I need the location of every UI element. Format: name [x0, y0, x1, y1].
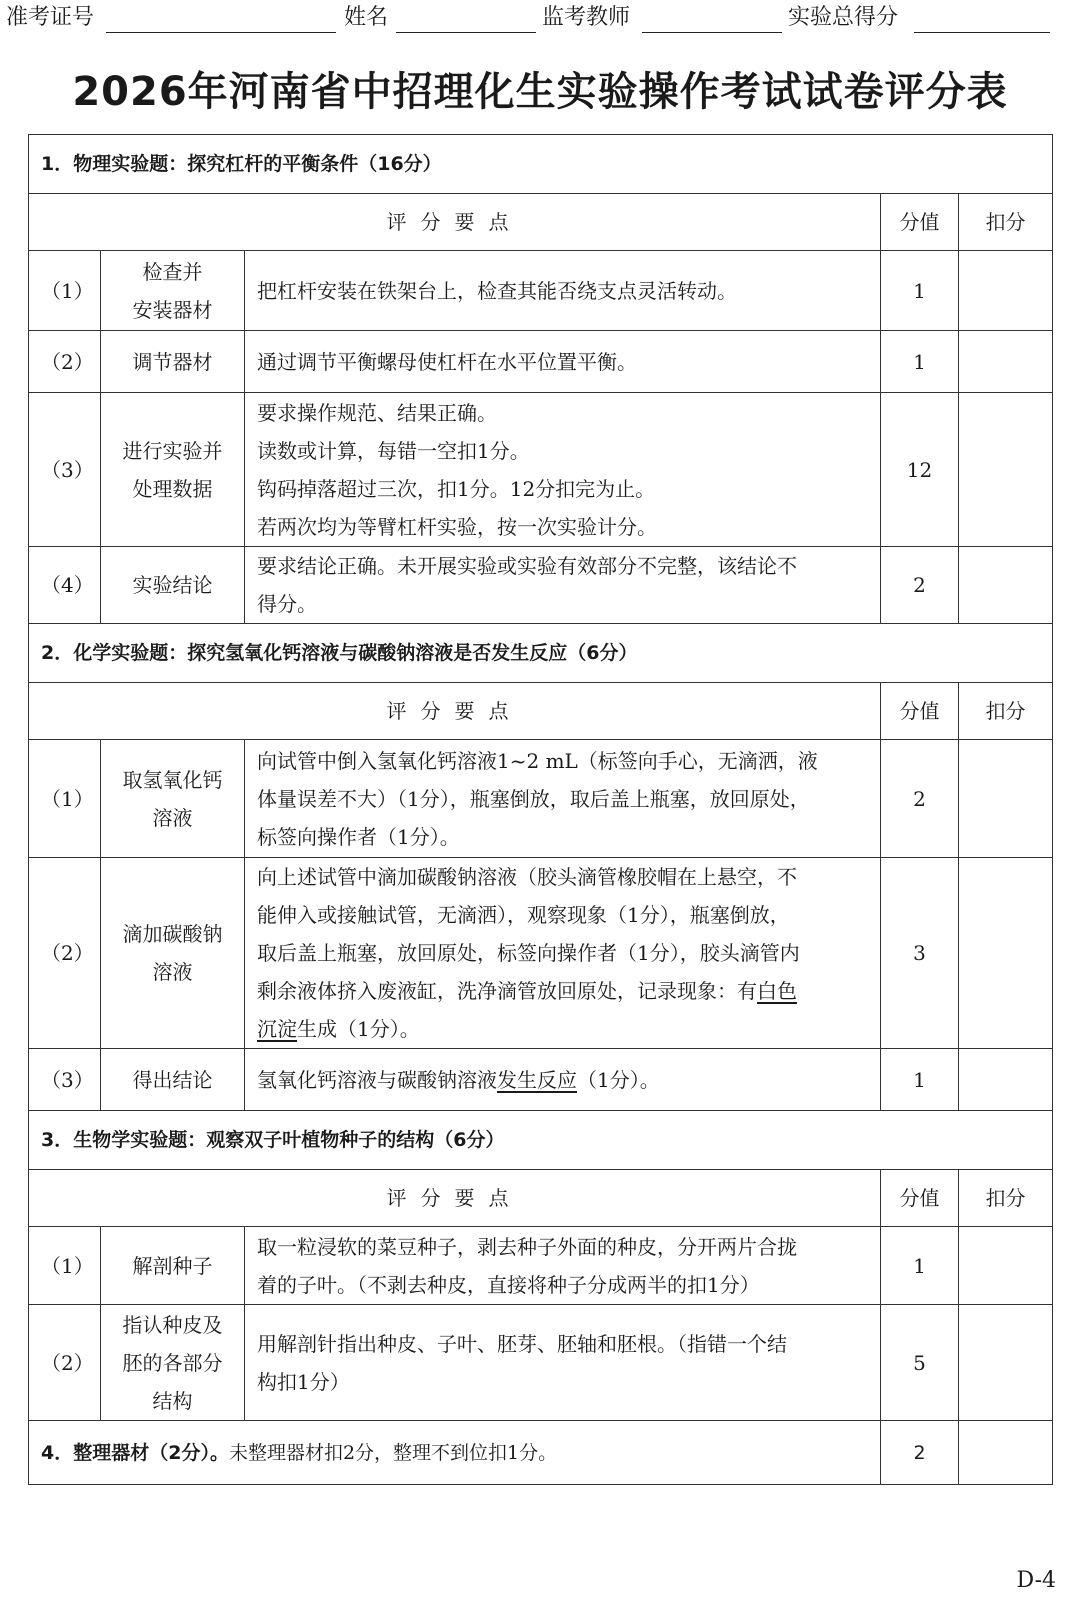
- row-number: （3）: [29, 1049, 101, 1111]
- criteria-line: 构扣1分）: [257, 1369, 350, 1394]
- criteria-line: 标签向操作者（1分）。: [257, 824, 460, 849]
- criteria-line: 取一粒浸软的菜豆种子，剥去种子外面的种皮，分开两片合拢: [257, 1234, 797, 1259]
- score-value: 1: [881, 1049, 959, 1111]
- step-name: [101, 251, 245, 331]
- section-title: 2．化学实验题：探究氢氧化钙溶液与碳酸钠溶液是否发生反应（6分）: [29, 624, 1053, 683]
- criteria-line: 得分。: [257, 592, 317, 616]
- step-line: 溶液: [152, 960, 193, 984]
- step-line: 进行实验并: [122, 438, 223, 463]
- criteria-line: 取后盖上瓶塞，放回原处，标签向操作者（1分），胶头滴管内: [257, 941, 800, 965]
- score-value: 1: [881, 1227, 959, 1305]
- table-row: [29, 251, 1053, 331]
- step-line: 指认种皮及: [122, 1312, 223, 1337]
- criteria-line: 要求结论正确。未开展实验或实验有效部分不完整，该结论不: [257, 554, 797, 578]
- deduction-cell[interactable]: [959, 331, 1053, 393]
- scoring-criteria: [245, 331, 881, 393]
- table-row: [29, 547, 1053, 624]
- criteria-line: 通过调节平衡螺母使杠杆在水平位置平衡。: [257, 349, 637, 374]
- table-header-row: [29, 194, 1053, 251]
- score-value: 1: [881, 331, 959, 393]
- header-deduct: 扣分: [959, 194, 1053, 251]
- criteria-line: 读数或计算，每错一空扣1分。: [257, 438, 530, 463]
- cleanup-title: 4．整理器材（2分）。: [41, 1441, 229, 1464]
- deduction-cell[interactable]: [959, 1227, 1053, 1305]
- exam-header: [0, 0, 1080, 40]
- exam-number-label: 准考证号: [6, 5, 95, 30]
- cleanup-row: [29, 1421, 1053, 1485]
- name-label: 姓名: [344, 5, 389, 30]
- row-number: （3）: [29, 393, 101, 547]
- step-line: 安装器材: [132, 297, 213, 322]
- total-score-label: 实验总得分: [788, 5, 899, 30]
- criteria-line: 用解剖针指出种皮、子叶、胚芽、胚轴和胚根。（指错一个结: [257, 1331, 787, 1356]
- page-title: 2026年河南省中招理化生实验操作考试试卷评分表: [72, 69, 1008, 115]
- table-row: [29, 740, 1053, 858]
- scoring-criteria: [245, 1049, 881, 1111]
- score-value: 2: [881, 1421, 959, 1485]
- table-header-row: [29, 683, 1053, 740]
- scoring-criteria: [245, 1305, 881, 1421]
- table-row: [29, 1305, 1053, 1421]
- header-deduct: 扣分: [959, 1170, 1053, 1227]
- deduction-cell[interactable]: [959, 1305, 1053, 1421]
- header-deduct: 扣分: [959, 683, 1053, 740]
- cleanup-note: 未整理器材扣2分，整理不到位扣1分。: [228, 1441, 558, 1464]
- step-name: [101, 331, 245, 393]
- step-name: [101, 740, 245, 858]
- header-points: 评分要点: [29, 1170, 881, 1227]
- deduction-cell[interactable]: [959, 858, 1053, 1049]
- exam-number-field[interactable]: [106, 32, 336, 33]
- score-value: 3: [881, 858, 959, 1049]
- deduction-cell[interactable]: [959, 251, 1053, 331]
- score-value: 2: [881, 740, 959, 858]
- step-name: [101, 1227, 245, 1305]
- criteria-line: 向试管中倒入氢氧化钙溶液1~2 mL（标签向手心，无滴洒，液: [257, 748, 818, 773]
- criteria-line: 钩码掉落超过三次，扣1分。12分扣完为止。: [257, 476, 656, 501]
- section-title: 1．物理实验题：探究杠杆的平衡条件（16分）: [29, 135, 1053, 194]
- criteria-line: 体量误差不大）（1分），瓶塞倒放，取后盖上瓶塞，放回原处，: [257, 786, 810, 811]
- row-number: （2）: [29, 858, 101, 1049]
- step-line: 处理数据: [132, 476, 213, 501]
- section-title-row: [29, 624, 1053, 683]
- score-value: 1: [881, 251, 959, 331]
- scoring-criteria: [245, 547, 881, 624]
- step-name: [101, 1049, 245, 1111]
- section-title: 3．生物学实验题：观察双子叶植物种子的结构（6分）: [29, 1111, 1053, 1170]
- deduction-cell[interactable]: [959, 393, 1053, 547]
- table-row: [29, 1227, 1053, 1305]
- step-line: 检查并: [142, 259, 203, 284]
- header-value: 分值: [881, 683, 959, 740]
- row-number: （1）: [29, 251, 101, 331]
- score-value: 12: [881, 393, 959, 547]
- header-points: 评分要点: [29, 194, 881, 251]
- criteria-line: 沉淀生成（1分）。: [257, 1017, 420, 1041]
- row-number: （1）: [29, 740, 101, 858]
- cleanup-text: [29, 1421, 881, 1485]
- step-line: 解剖种子: [132, 1253, 213, 1278]
- step-line: 调节器材: [132, 349, 213, 374]
- header-value: 分值: [881, 194, 959, 251]
- step-line: 取氢氧化钙: [122, 767, 223, 792]
- criteria-line: 把杠杆安装在铁架台上，检查其能否绕支点灵活转动。: [257, 278, 737, 303]
- table-header-row: [29, 1170, 1053, 1227]
- name-field[interactable]: [396, 32, 536, 33]
- step-line: 结构: [152, 1388, 193, 1413]
- table-row: [29, 331, 1053, 393]
- deduction-cell[interactable]: [959, 1049, 1053, 1111]
- criteria-line: 向上述试管中滴加碳酸钠溶液（胶头滴管橡胶帽在上悬空，不: [257, 865, 797, 889]
- section-title-row: [29, 135, 1053, 194]
- page-number: D-4: [1016, 1568, 1056, 1593]
- deduction-cell[interactable]: [959, 740, 1053, 858]
- criteria-line: 要求操作规范、结果正确。: [257, 400, 497, 425]
- scoring-criteria: [245, 858, 881, 1049]
- criteria-line: 氢氧化钙溶液与碳酸钠溶液发生反应（1分）。: [257, 1067, 660, 1092]
- scoring-criteria: [245, 251, 881, 331]
- step-line: 胚的各部分: [122, 1350, 223, 1375]
- criteria-line: 剩余液体挤入废液缸，洗净滴管放回原处，记录现象：有白色: [257, 979, 797, 1003]
- scoring-criteria: [245, 393, 881, 547]
- row-number: （2）: [29, 331, 101, 393]
- proctor-field[interactable]: [642, 32, 782, 33]
- section-title-row: [29, 1111, 1053, 1170]
- step-line: 溶液: [152, 805, 193, 830]
- score-table: [28, 134, 1053, 1485]
- deduction-cell[interactable]: [959, 547, 1053, 624]
- total-score-field[interactable]: [914, 32, 1050, 33]
- step-line: 得出结论: [132, 1067, 213, 1092]
- step-line: 实验结论: [132, 573, 213, 597]
- score-value: 2: [881, 547, 959, 624]
- criteria-line: 能伸入或接触试管，无滴洒），观察现象（1分），瓶塞倒放，: [257, 903, 790, 927]
- scoring-criteria: [245, 740, 881, 858]
- row-number: （2）: [29, 1305, 101, 1421]
- deduction-cell[interactable]: [959, 1421, 1053, 1485]
- score-value: 5: [881, 1305, 959, 1421]
- step-name: [101, 1305, 245, 1421]
- criteria-line: 着的子叶。（不剥去种皮，直接将种子分成两半的扣1分）: [257, 1272, 760, 1297]
- proctor-label: 监考教师: [542, 5, 631, 30]
- table-row: [29, 393, 1053, 547]
- criteria-line: 若两次均为等臂杠杆实验，按一次实验计分。: [257, 514, 657, 539]
- step-name: [101, 858, 245, 1049]
- header-value: 分值: [881, 1170, 959, 1227]
- header-points: 评分要点: [29, 683, 881, 740]
- row-number: （4）: [29, 547, 101, 624]
- table-row: [29, 1049, 1053, 1111]
- step-name: [101, 547, 245, 624]
- step-name: [101, 393, 245, 547]
- row-number: （1）: [29, 1227, 101, 1305]
- step-line: 滴加碳酸钠: [122, 922, 223, 946]
- scoring-criteria: [245, 1227, 881, 1305]
- table-row: [29, 858, 1053, 1049]
